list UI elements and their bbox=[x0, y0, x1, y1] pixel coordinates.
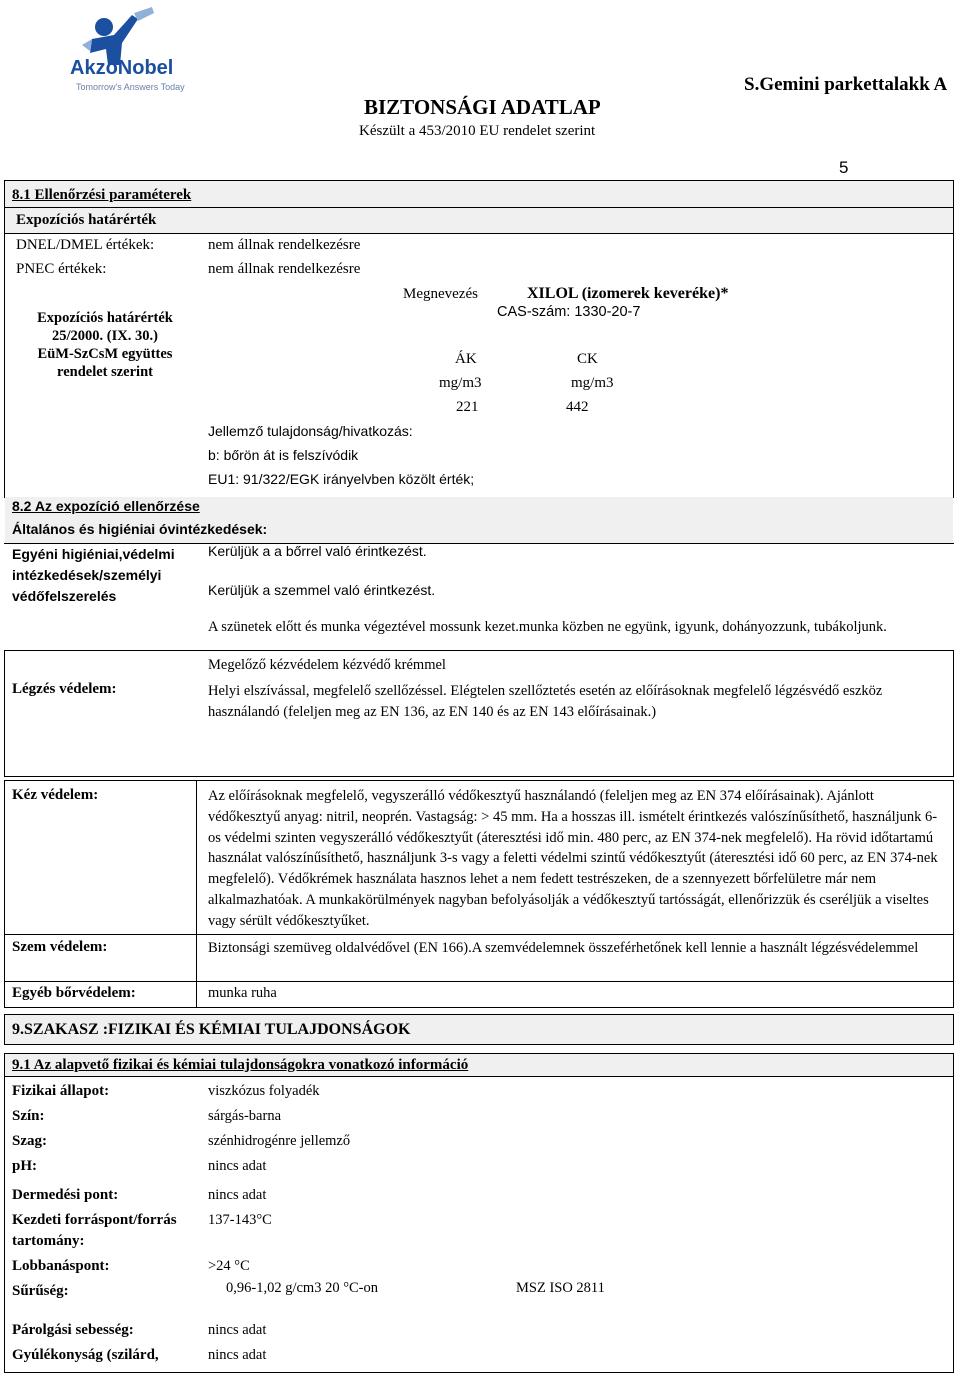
notes-heading: Jellemző tulajdonság/hivatkozás: bbox=[208, 423, 413, 439]
ck-value: 442 bbox=[566, 399, 589, 415]
flammability-label: Gyúlékonyság (szilárd, bbox=[12, 1347, 159, 1363]
limit-label-line-3: EüM-SzCsM együttes bbox=[37, 346, 173, 362]
other-skin-value: munka ruha bbox=[208, 985, 277, 1001]
odor-label: Szag: bbox=[12, 1133, 47, 1149]
individual-label-line-1: Egyéni higiéniai,védelmi bbox=[12, 546, 175, 562]
density-label: Sűrűség: bbox=[12, 1283, 69, 1299]
exposure-limit-label: Expozíciós határérték bbox=[16, 212, 157, 228]
akzonobel-logo bbox=[62, 5, 192, 100]
color-value: sárgás-barna bbox=[208, 1108, 282, 1124]
freezing-point-value: nincs adat bbox=[208, 1187, 267, 1203]
logo-tagline: Tomorrow's Answers Today bbox=[76, 82, 185, 92]
section-9-heading: 9.SZAKASZ :FIZIKAI ÉS KÉMIAI TULAJDONSÁGOK bbox=[12, 1021, 411, 1038]
boiling-point-label-2: tartomány: bbox=[12, 1233, 85, 1249]
freezing-point-label: Dermedési pont: bbox=[12, 1187, 119, 1203]
hand-protection-label: Kéz védelem: bbox=[12, 787, 99, 803]
flash-point-label: Lobbanáspont: bbox=[12, 1258, 110, 1274]
ak-label: ÁK bbox=[455, 351, 477, 367]
ak-unit: mg/m3 bbox=[439, 375, 482, 391]
section-9-1-heading: 9.1 Az alapvető fizikai és kémiai tulajdonságokra vonatkozó információ bbox=[12, 1057, 469, 1073]
limit-label-line-1: Expozíciós határérték bbox=[37, 310, 173, 326]
document-title: BIZTONSÁGI ADATLAP bbox=[364, 95, 601, 119]
evaporation-rate-value: nincs adat bbox=[208, 1322, 267, 1338]
ph-value: nincs adat bbox=[208, 1158, 267, 1174]
note-skin: b: bőrön át is felszívódik bbox=[208, 447, 359, 463]
boiling-point-value: 137-143°C bbox=[208, 1212, 272, 1228]
skin-contact-text: Kerüljük a a bőrrel való érintkezést. bbox=[208, 543, 427, 559]
flammability-value: nincs adat bbox=[208, 1347, 267, 1363]
density-value: 0,96-1,02 g/cm3 20 °C-on bbox=[226, 1280, 378, 1296]
hand-cream-text: Megelőző kézvédelem kézvédő krémmel bbox=[208, 657, 446, 673]
respiratory-value: Helyi elszívással, megfelelő szellőzéssel. Elégtelen szellőztetés esetén az előírásoknak megfelelő légzésvédő eszköz használandó (feleljen meg az EN 136, az EN 140 és az EN 143 előírásainak.) bbox=[208, 683, 883, 720]
hand-protection-value: Az előírásoknak megfelelő, vegyszerálló védőkesztyű használandó (feleljen meg az EN 374 előírásainak). Ajánlott védőkesztyű anyag: nitril, neoprén. Vastagság: > 45 mm. Ha a hosszas ill. ismételt érintkezés valószínűsíthető, használjunk 6-os védelmi szinten vegyszerálló védőkesztyűt (áteresztési idő min. 480 perc, az EN 374-nek megfelelő). Ha rövid időtartamú használat valószínűsíthető, használjunk 3-s vagy a feletti védelmi szintű védőkesztyűt (áteresztési idő 60 perc, az EN 374-nek megfelelő). Védőkrémek használata hasznos lehet a nem fedett testrészeken, de a szennyezett bőrfelületre már nem alkalmazhatóak. A munkakörülmények nagyban befolyásolják a védőkesztyű tartósságát, ellenőrizzük és cseréljük a viseltes vagy sérült védőkesztyűket. bbox=[208, 788, 938, 929]
limit-label-line-4: rendelet szerint bbox=[57, 364, 153, 380]
breaks-text: A szünetek előtt és munka végeztével mossunk kezet.munka közben ne együnk, igyunk, dohányozzunk, tubákoljunk. bbox=[208, 619, 887, 635]
individual-label-line-3: védőfelszerelés bbox=[12, 588, 117, 604]
evaporation-rate-label: Párolgási sebesség: bbox=[12, 1322, 134, 1338]
odor-value: szénhidrogénre jellemző bbox=[208, 1133, 351, 1149]
flash-point-value: >24 °C bbox=[208, 1258, 250, 1274]
logo-wordmark: AkzoNobel bbox=[70, 57, 174, 79]
individual-label-line-2: intézkedések/személyi bbox=[12, 567, 162, 583]
page-number: 5 bbox=[839, 158, 849, 177]
product-name: S.Gemini parkettalakk A bbox=[744, 74, 948, 95]
dnel-label: DNEL/DMEL értékek: bbox=[16, 237, 155, 253]
physical-state-value: viszkózus folyadék bbox=[208, 1083, 320, 1099]
pnec-label: PNEC értékek: bbox=[16, 261, 107, 277]
ck-label: CK bbox=[577, 351, 598, 367]
eye-protection-value: Biztonsági szemüveg oldalvédővel (EN 166).A szemvédelemnek összeférhetőnek kell lennie a használt légzésvédelemmel bbox=[208, 940, 919, 956]
limit-label-line-2: 25/2000. (IX. 30.) bbox=[52, 328, 158, 344]
name-column-label: Megnevezés bbox=[403, 286, 478, 302]
section-8-2-heading: 8.2 Az expozíció ellenőrzése bbox=[12, 498, 200, 514]
eye-contact-text: Kerüljük a szemmel való érintkezést. bbox=[208, 582, 436, 598]
physical-state-label: Fizikai állapot: bbox=[12, 1083, 110, 1099]
ph-label: pH: bbox=[12, 1158, 38, 1174]
other-skin-label: Egyéb bőrvédelem: bbox=[12, 985, 136, 1001]
ck-unit: mg/m3 bbox=[571, 375, 614, 391]
boiling-point-label-1: Kezdeti forráspont/forrás bbox=[12, 1212, 177, 1228]
general-measures-label: Általános és higiéniai óvintézkedések: bbox=[12, 521, 268, 537]
density-standard: MSZ ISO 2811 bbox=[516, 1280, 605, 1296]
color-label: Szín: bbox=[12, 1108, 45, 1124]
document-subtitle: Készült a 453/2010 EU rendelet szerint bbox=[359, 123, 596, 139]
note-eu1: EU1: 91/322/EGK irányelvben közölt érték; bbox=[208, 471, 475, 487]
cas-number: CAS-szám: 1330-20-7 bbox=[497, 304, 641, 320]
eye-protection-label: Szem védelem: bbox=[12, 939, 108, 955]
pnec-value: nem állnak rendelkezésre bbox=[208, 261, 361, 277]
respiratory-label: Légzés védelem: bbox=[12, 681, 117, 697]
dnel-value: nem állnak rendelkezésre bbox=[208, 237, 361, 253]
section-8-1-heading: 8.1 Ellenőrzési paraméterek bbox=[12, 187, 192, 203]
substance-name: XILOL (izomerek keveréke)* bbox=[527, 285, 729, 302]
ak-value: 221 bbox=[456, 399, 479, 415]
